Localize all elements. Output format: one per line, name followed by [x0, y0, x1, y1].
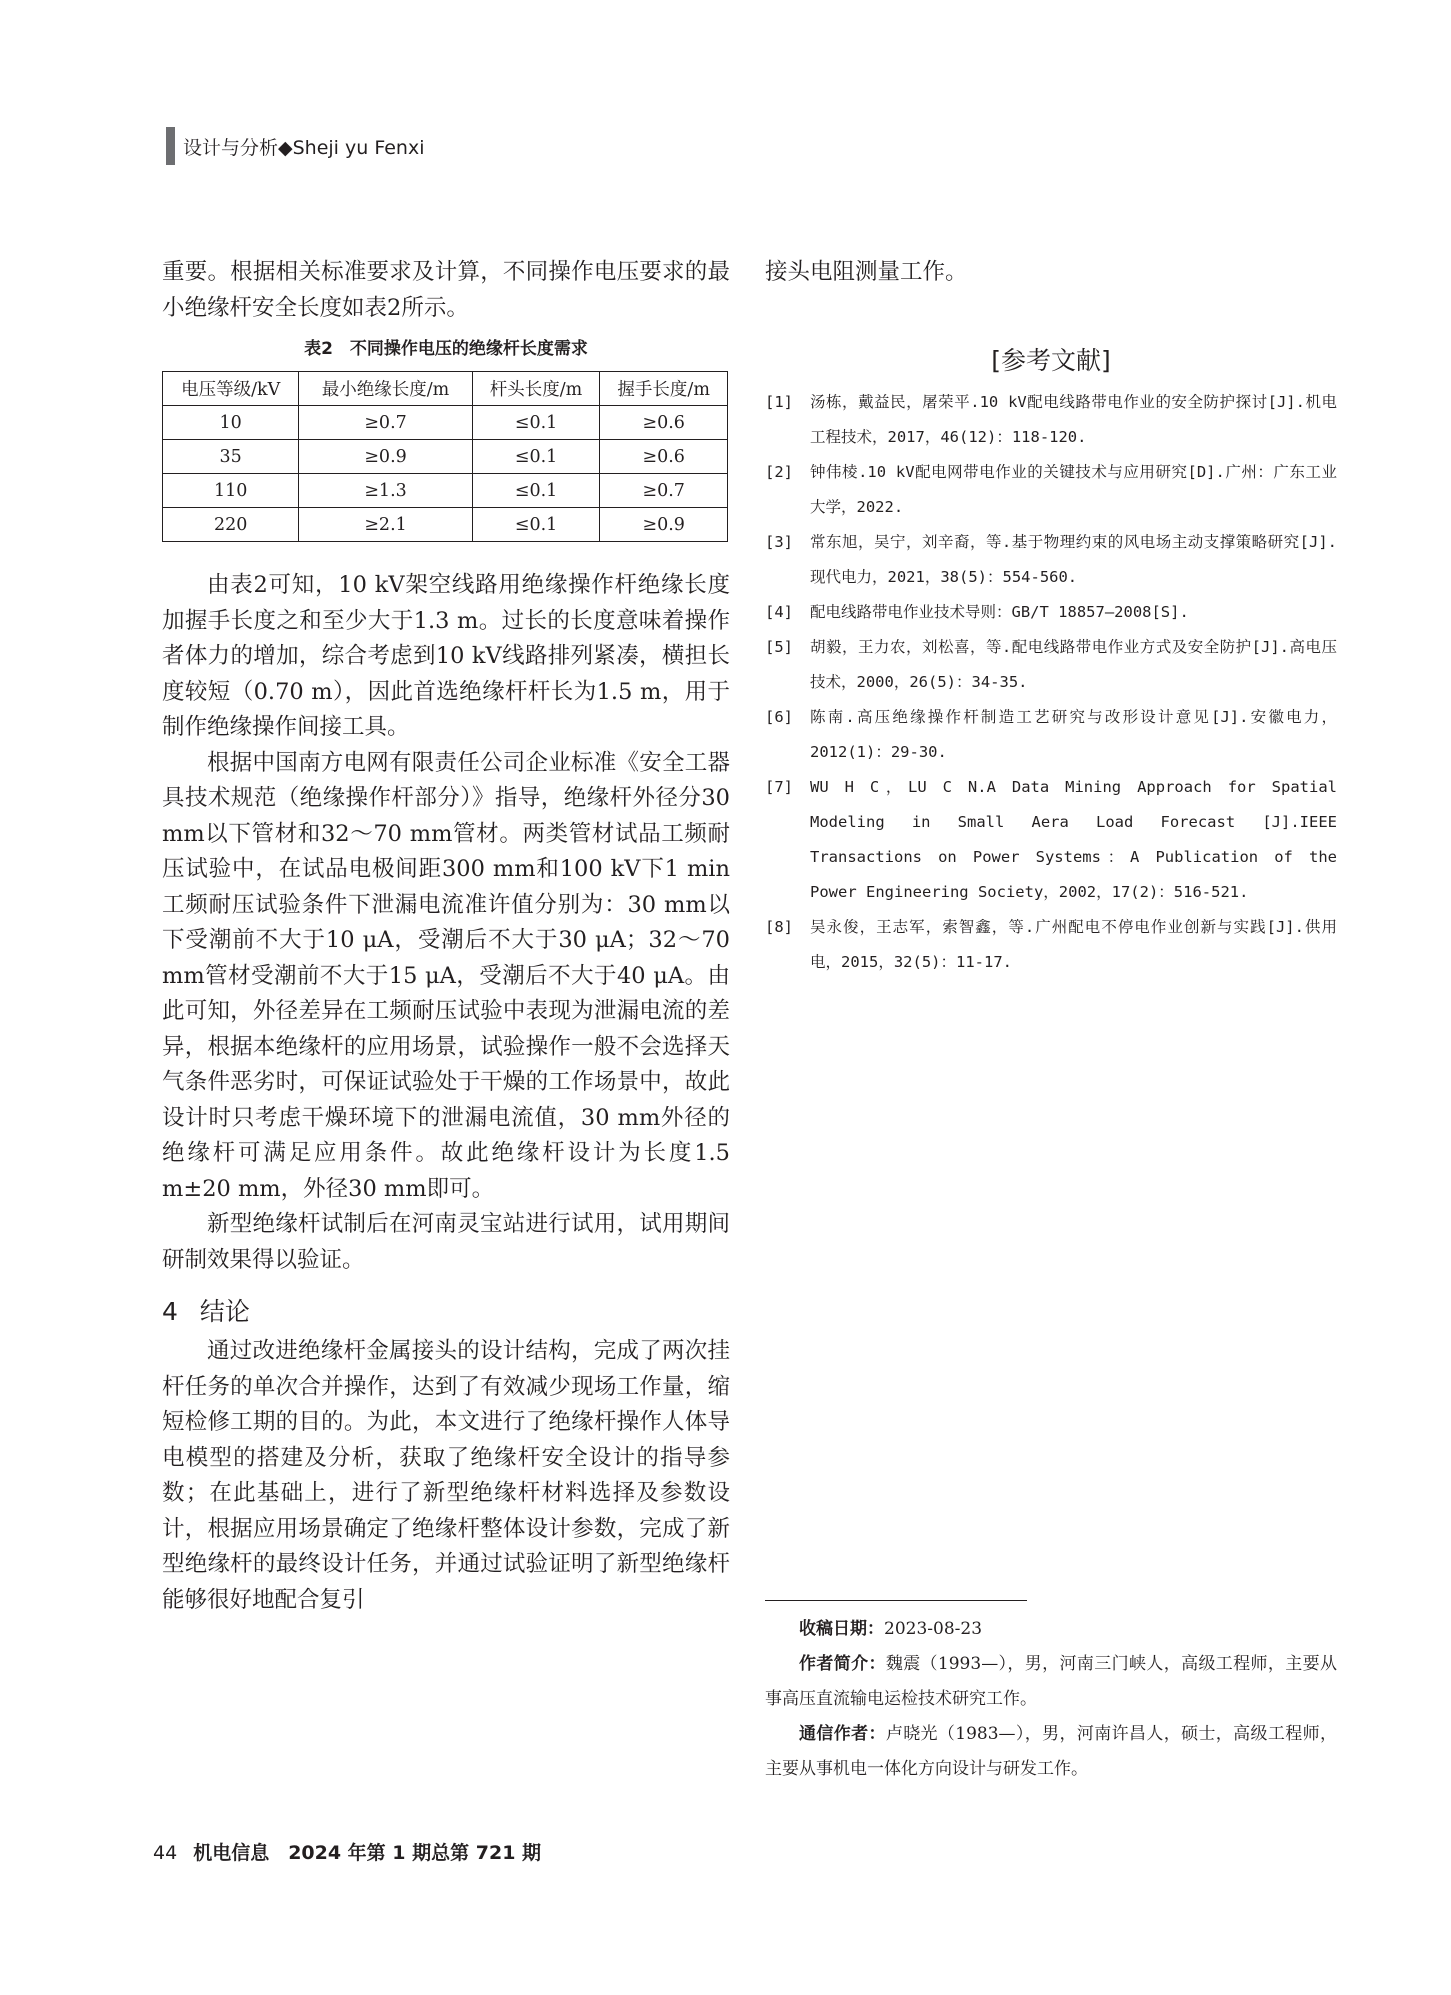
- table-row: [163, 508, 728, 542]
- voltage-length-table: [162, 371, 728, 542]
- section-number: 4: [162, 1297, 178, 1326]
- table-cell: ≥0.7: [600, 474, 728, 508]
- paragraph: 由表2可知，10 kV架空线路用绝缘操作杆绝缘长度加握手长度之和至少大于1.3 m。过长的长度意味着操作者体力的增加，综合考虑到10 kV线路排列紧凑，横担长度较短（0.70 m），因此首选绝缘杆杆长为1.5 m，用于制作绝缘操作间接工具。: [162, 572, 730, 740]
- reference-item: [765, 770, 1337, 910]
- paragraph: 接头电阻测量工作。: [765, 259, 968, 285]
- footnote-label: 作者简介：: [799, 1654, 886, 1674]
- reference-text: WU H C，LU C N.A Data Mining Approach for Spatial Modeling in Small Aera Load Forecast [J].IEEE Transactions on Power Systems：A Publication of the Power Engineering Society，2002，17(2)：516-521.: [810, 777, 1337, 901]
- section-title: 结论: [199, 1297, 250, 1326]
- paragraph: 通过改进绝缘杆金属接头的设计结构，完成了两次挂杆任务的单次合并操作，达到了有效减少现场工作量，缩短检修工期的目的。为此，本文进行了绝缘杆操作人体导电模型的搭建及分析，获取了绝缘杆安全设计的指导参数；在此基础上，进行了新型绝缘杆材料选择及参数设计，根据应用场景确定了绝缘杆整体设计参数，完成了新型绝缘杆的最终设计任务，并通过试验证明了新型绝缘杆能够很好地配合复引: [162, 1338, 730, 1613]
- table-cell: 35: [163, 440, 299, 474]
- header-bar: [166, 127, 175, 165]
- table-cell: 110: [163, 474, 299, 508]
- page-footer: [153, 1838, 541, 1865]
- left-column: [162, 255, 730, 1618]
- table-row: [163, 474, 728, 508]
- reference-text: 吴永俊，王志军，索智鑫，等.广州配电不停电作业创新与实践[J].供用电，2015，32(5)：11-17.: [810, 917, 1337, 971]
- table-header-cell: 握手长度/m: [600, 372, 728, 406]
- table-cell: ≥0.9: [600, 508, 728, 542]
- table-cell: ≤0.1: [472, 508, 600, 542]
- reference-number: [1]: [765, 392, 793, 411]
- footnote-corresponding: [765, 1717, 1337, 1787]
- table-cell: ≥0.6: [600, 440, 728, 474]
- table-cell: ≤0.1: [472, 440, 600, 474]
- footnote-value: 卢晓光（1983—），男，河南许昌人，硕士，高级工程师，主要从事机电一体化方向设计与研发工作。: [765, 1724, 1337, 1779]
- paragraph: 根据中国南方电网有限责任公司企业标准《安全工器具技术规范（绝缘操作杆部分）》指导，绝缘杆外径分30 mm以下管材和32～70 mm管材。两类管材试品工频耐压试验中，在试品电极间距300 mm和100 kV下1 min工频耐压试验条件下泄漏电流准许值分别为：30 mm以下受潮前不大于10 μA，受潮后不大于30 μA；32～70 mm管材受潮前不大于15 μA，受潮后不大于40 μA。由此可知，外径差异在工频耐压试验中表现为泄漏电流的差异，根据本绝缘杆的应用场景，试验操作一般不会选择天气条件恶劣时，可保证试验处于干燥的工作场景中，故此设计时只考虑干燥环境下的泄漏电流值，30 mm外径的绝缘杆可满足应用条件。故此绝缘杆设计为长度1.5 m±20 mm，外径30 mm即可。: [162, 749, 730, 1202]
- running-header: [166, 127, 424, 165]
- table-row: [163, 440, 728, 474]
- reference-item: [765, 630, 1337, 700]
- table-header-cell: 杆头长度/m: [472, 372, 600, 406]
- table-cell: ≥0.7: [299, 406, 472, 440]
- reference-number: [8]: [765, 917, 793, 936]
- reference-item: [765, 700, 1337, 770]
- reference-item: [765, 595, 1337, 630]
- reference-number: [3]: [765, 532, 793, 551]
- reference-number: [7]: [765, 777, 793, 796]
- table-cell: ≤0.1: [472, 406, 600, 440]
- paragraph: 新型绝缘杆试制后在河南灵宝站进行试用，试用期间研制效果得以验证。: [162, 1211, 730, 1273]
- table-header-cell: 最小绝缘长度/m: [299, 372, 472, 406]
- header-section-label: 设计与分析◆Sheji yu Fenxi: [183, 136, 425, 159]
- reference-item: [765, 385, 1337, 455]
- table-header-cell: 电压等级/kV: [163, 372, 299, 406]
- footnote-label: 通信作者：: [799, 1724, 886, 1744]
- reference-text: 配电线路带电作业技术导则：GB/T 18857—2008[S].: [810, 602, 1189, 621]
- reference-text: 胡毅，王力农，刘松喜，等.配电线路带电作业方式及安全防护[J].高电压技术，2000，26(5)：34-35.: [810, 637, 1337, 691]
- table-cell: 220: [163, 508, 299, 542]
- paragraph: 重要。根据相关标准要求及计算，不同操作电压要求的最小绝缘杆安全长度如表2所示。: [162, 259, 730, 321]
- reference-text: 钟伟棱.10 kV配电网带电作业的关键技术与应用研究[D].广州：广东工业大学，2022.: [810, 462, 1337, 516]
- footnote-author: [765, 1647, 1337, 1717]
- table-cell: ≥2.1: [299, 508, 472, 542]
- reference-item: [765, 910, 1337, 980]
- reference-item: [765, 525, 1337, 595]
- reference-number: [6]: [765, 707, 793, 726]
- reference-text: 汤栋，戴益民，屠荣平.10 kV配电线路带电作业的安全防护探讨[J].机电工程技术，2017，46(12)：118-120.: [810, 392, 1337, 446]
- journal-info: 机电信息 2024 年第 1 期总第 721 期: [193, 1842, 542, 1864]
- table-row: [163, 406, 728, 440]
- page-number: 44: [153, 1842, 178, 1864]
- right-column: [765, 255, 1337, 980]
- footnote-value: 2023-08-23: [884, 1619, 983, 1639]
- table-cell: ≥1.3: [299, 474, 472, 508]
- table-cell: ≤0.1: [472, 474, 600, 508]
- footnote: [765, 1612, 1337, 1787]
- reference-item: [765, 455, 1337, 525]
- footnote-value: 魏震（1993—），男，河南三门峡人，高级工程师，主要从事高压直流输电运检技术研究工作。: [765, 1654, 1337, 1709]
- table-caption: 表2 不同操作电压的绝缘杆长度需求: [304, 339, 588, 359]
- section-heading: [162, 1292, 730, 1328]
- reference-list: [765, 385, 1337, 980]
- footnote-label: 收稿日期：: [799, 1619, 884, 1639]
- reference-number: [2]: [765, 462, 793, 481]
- table-cell: ≥0.9: [299, 440, 472, 474]
- reference-number: [5]: [765, 637, 793, 656]
- footnote-divider: [765, 1600, 1027, 1601]
- reference-number: [4]: [765, 602, 793, 621]
- table-cell: 10: [163, 406, 299, 440]
- footnote-received: [765, 1612, 1337, 1647]
- table-header-row: [163, 372, 728, 406]
- table-cell: ≥0.6: [600, 406, 728, 440]
- reference-text: 常东旭，吴宁，刘辛裔，等.基于物理约束的风电场主动支撑策略研究[J].现代电力，2021，38(5)：554-560.: [810, 532, 1337, 586]
- references-title: [参考文献]: [991, 345, 1111, 375]
- reference-text: 陈南.高压绝缘操作杆制造工艺研究与改形设计意见[J].安徽电力，2012(1)：29-30.: [810, 707, 1337, 761]
